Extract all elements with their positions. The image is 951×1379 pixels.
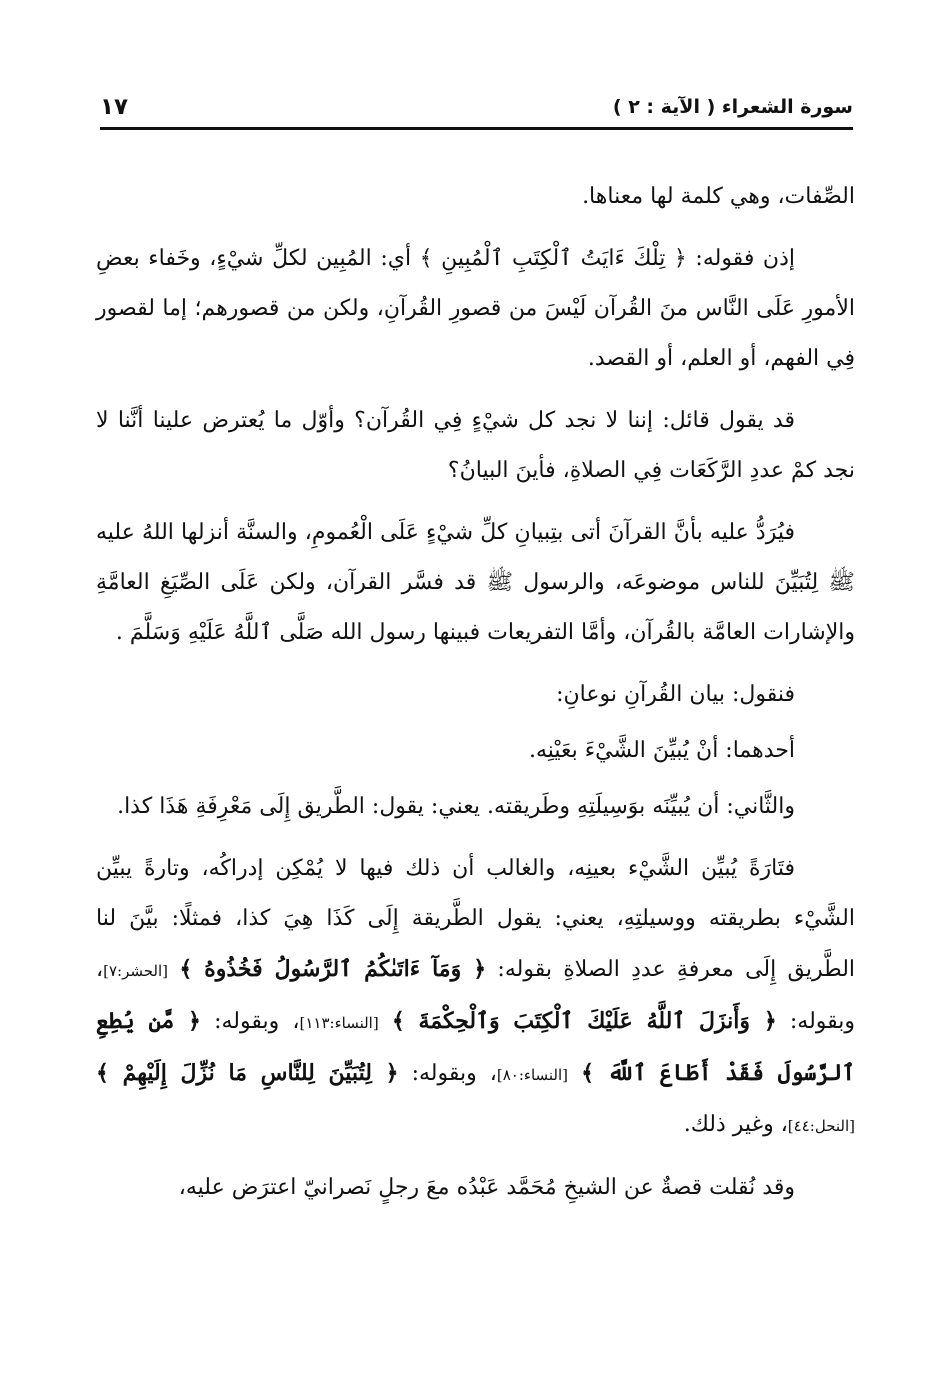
paragraph-6: أحدهما: أنْ يُبيِّنَ الشَّيْءَ بعَيْنِه. (528, 738, 795, 763)
paragraph-8 (96, 844, 855, 1151)
quran-verse-2: ﴿ وَأَنزَلَ ٱللَّهُ عَلَيْكَ ٱلْكِتَبَ وَٱلْحِكْمَةَ ﴾ (391, 1008, 777, 1034)
paragraph-8-tail: ، وغير ذلك. (683, 1112, 788, 1137)
paragraph-3: قد يقول قائل: إننا لا نجد كل شيْءٍ فِي القُرآن؟ وأوّل ما يُعترض علينا أنَّنا لا نجد كمْ عددِ الرَّكَعَات فِي الصلاةِ، فأينَ البيانُ؟ (96, 408, 855, 483)
paragraph-1: الصِّفات، وهي كلمة لها معناها. (582, 184, 855, 209)
page-number: ١٧ (100, 94, 129, 120)
connector-text-2: ، وبقوله: (214, 1009, 300, 1034)
running-title: سورة الشعراء ( الآية : ٢ ) (612, 96, 853, 118)
paragraph-8-lead: فتَارَةً يُبيِّن الشَّيْء بعينِه، والغالب أن ذلك فيها لا يُمْكِن إدراكُه، وتارةً يبيِّن الشَّيْء بطريقته ووسيلتِهِ، يعني: يقول الطَّريقة إِلَى كَذَا هِيَ كذا، فمثلًا: بيَّنَ لنا الطَّريق إِلَى معرفةِ عددِ الصلاةِ بقوله: (96, 856, 856, 982)
connector-text-1: ، وبقوله: (96, 957, 856, 1034)
verse-reference-4: [النحل:٤٤] (787, 1117, 855, 1135)
quran-verse-4: ﴿ لِتُبَيِّنَ لِلنَّاسِ مَا نُزِّلَ إِلَيْهِمْ ﴾ (96, 1060, 399, 1086)
verse-reference-3: [النساء:٨٠] (496, 1066, 569, 1084)
paragraph-7: والثَّاني: أن يُبيِّنَه بوَسِيلَتِهِ وطَريقته. يعني: يقول: الطَّريق إِلَى مَعْرِفَةِ هَذَا كذا. (117, 794, 795, 819)
page-header (100, 88, 853, 124)
paragraph-4: فيُرَدُّ عليه بأنَّ القرآنَ أتى بتِبيانِ كلِّ شيْءٍ عَلَى الْعُمومِ، والسنَّة أنزلها اللهُ عليه ﷺ لِتُبَيِّنَ للناس موضوعَه، والرسول ﷺ قد فسَّر القرآن، ولكن عَلَى الصِّيَغِ العامَّةِ والإشارات العامَّة بالقُرآن، وأمَّا التفريعات فبينها رسول الله صَلَّى ٱللَّهُ عَلَيْهِ وَسَلَّمَ . (96, 520, 855, 645)
body-text (96, 172, 855, 1225)
paragraph-5: فنقول: بيان القُرآنِ نوعانِ: (556, 682, 795, 707)
quran-verse-1: ﴿ وَمَآ ءَاتَىٰكُمُ ٱلرَّسُولُ فَخُذُوهُ ﴾ (179, 956, 487, 982)
verse-reference-2: [النساء:١١٣] (299, 1014, 379, 1032)
paragraph-9: وقد نُقلت قصةٌ عن الشيخِ مُحَمَّد عَبْدُه معَ رجلٍ نَصرانيّ اعترَض عليه، (178, 1175, 795, 1200)
connector-text-3: ، وبقوله: (411, 1061, 497, 1086)
quran-verse-3: ﴿ مَّن يُطِعِ ٱلرَّسُولَ فَقَدْ أَطَاعَ ٱللَّهَ ﴾ (96, 1008, 856, 1086)
verse-reference-1: [الحشر:٧] (103, 962, 169, 980)
header-rule (100, 127, 853, 130)
paragraph-2: إذن فقوله: ﴿ تِلْكَ ءَايَتُ ٱلْكِتَبِ ٱلْمُبِينِ ﴾ أي: المُبِين لكلِّ شيْءٍ، وخَفاء بعضِ الأمورِ عَلَى النَّاس منَ القُرآن لَيْسَ من قصورِ القُرآنِ، ولكن من قصورهم؛ إما لقصور فِي الفهم، أو العلم، أو القصد. (96, 246, 855, 371)
